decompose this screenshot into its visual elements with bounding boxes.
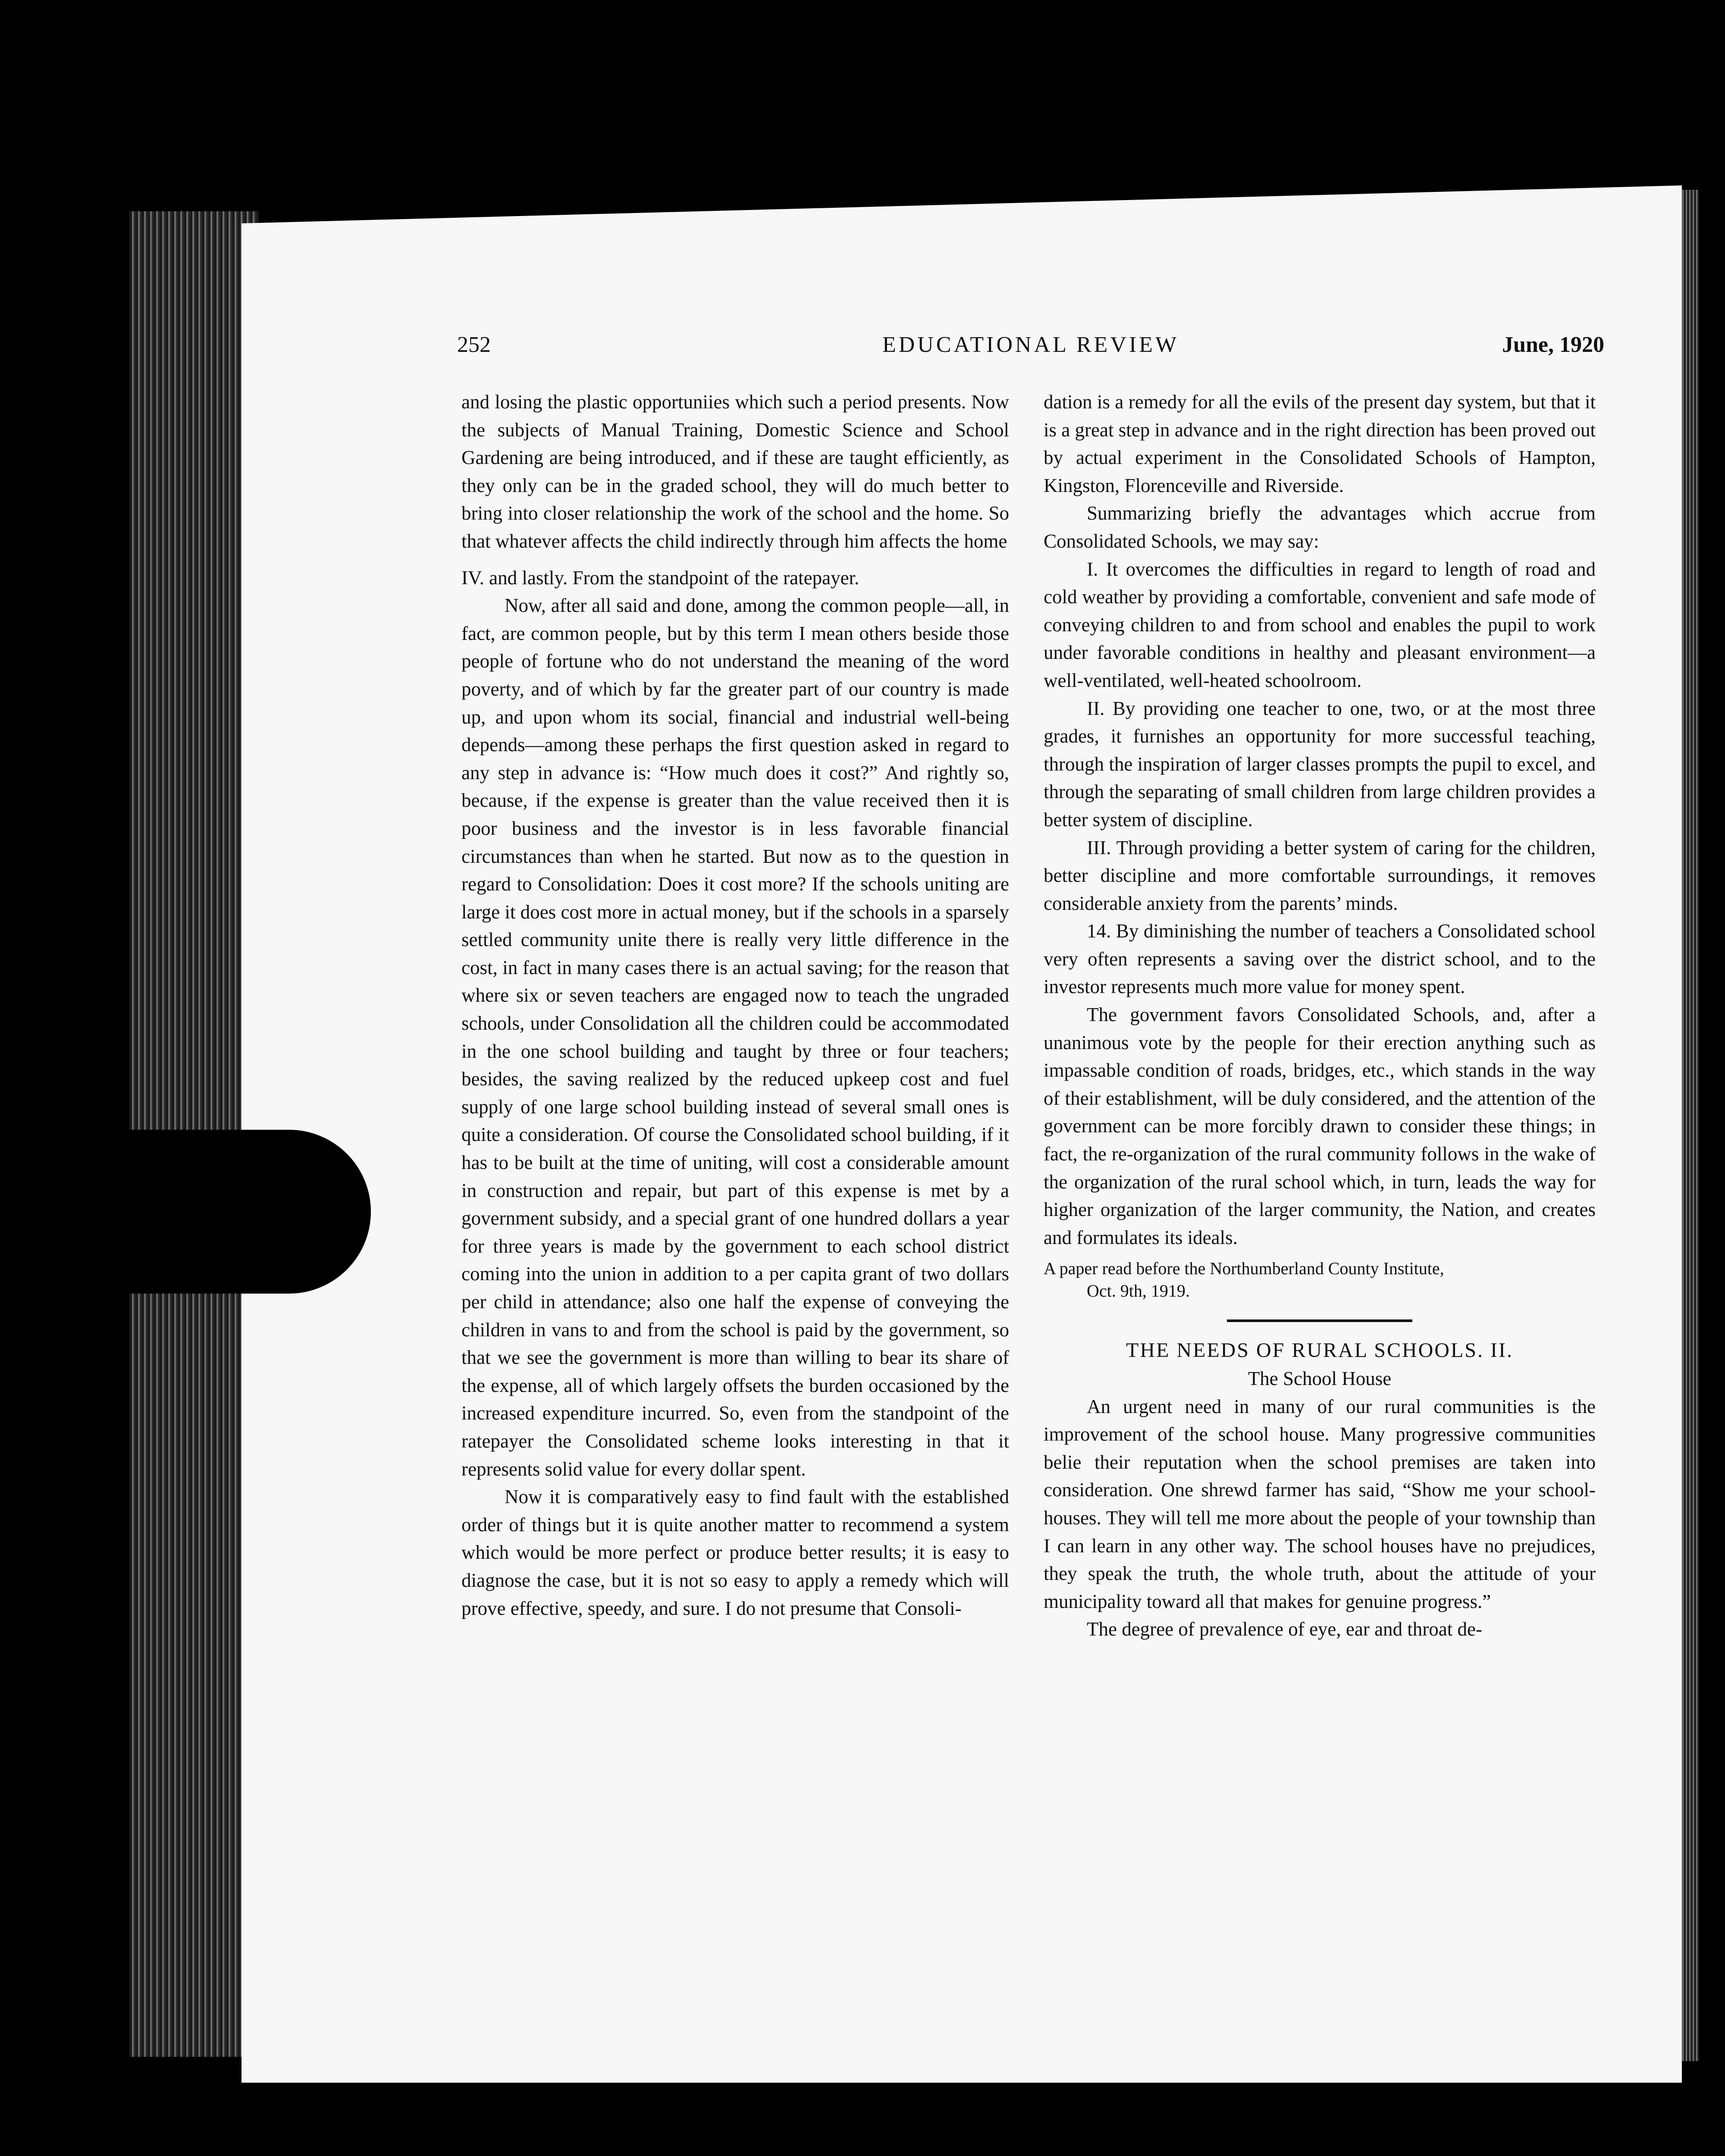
section-title: THE NEEDS OF RURAL SCHOOLS. II. — [1126, 1339, 1513, 1362]
paragraph: Now, after all said and done, among the common people—all, in fact, are common people, but by this term I mean others beside those people of fortune who do not understand the meaning of the word poverty, and of which by far the greater part of our country is made up, and upon whom its social, financial and industrial well-being depends—among these perhaps the first question asked in regard to any step in advance is: “How much does it cost?” And rightly so, because, if the expense is greater than the value received then it is poor business and the investor is in less favorable financial circumstances than when he started. But now as to the question in regard to Consolidation: Does it cost more? If the schools uniting are large it does cost more in actual money, but if the schools in a sparsely settled community unite there is really very little difference in the cost, in fact in many cases there is an actual saving; for the reason that where six or seven teachers are engaged now to teach the ungraded schools, under Consolidation all the children could be accommodated in the one school building and taught by three or four teachers; besides, the saving realized by the reduced upkeep cost and fuel supply of one large school building instead of several small ones is quite a consideration. Of course the Consolidated school building, if it has to be built at the time of uniting, will cost a considerable amount in construction and repair, but part of this expense is met by a government subsidy, and a special grant of one hundred dollars a year for three years is made by the government to each school district coming into the union in addition to a per capita grant of two dollars per child in attendance; also one half the expense of conveying the children in vans to and from the school is paid by the government, so that we see the government is more than willing to bear its share of the expense, all of which largely offsets the burden occasioned by the increased expenditure incurred. So, even from the standpoint of the ratepayer the Consolidated scheme looks interesting in that it represents solid value for every dollar spent. — [461, 595, 1009, 1480]
paragraph: The degree of prevalence of eye, ear and throat de- — [1087, 1618, 1482, 1640]
left-column — [461, 388, 1009, 1622]
section-divider — [1227, 1319, 1412, 1322]
paragraph: 14. By diminishing the number of teachers a Consolidated school very often represents a saving over the district school, and to the investor represents much more value for money spent. — [1044, 920, 1596, 998]
paragraph: and losing the plastic opportuniies which such a period presents. Now the subjects of Manual Training, Domestic Science and School Gardening are being introduced, and if these are taught efficiently, as they only can be in the graded school, they will do much better to bring into closer relationship the work of the school and the home. So that whatever affects the child indirectly through him affects the home — [461, 391, 1009, 552]
running-title: EDUCATIONAL REVIEW — [882, 332, 1179, 357]
paragraph: III. Through providing a better system of caring for the children, better discipline and more comfortable surroundings, it removes considerable anxiety from the parents’ minds. — [1044, 837, 1596, 914]
page-number: 252 — [457, 332, 491, 357]
footnote-line: A paper read before the Northumberland County Institute, — [1044, 1259, 1444, 1279]
paragraph: An urgent need in many of our rural communities is the improvement of the school house. Many progressive communities belie their reputation when the school premises are taken into consideration. One shrewd farmer has said, “Show me your school-houses. They will tell me more about the people of your township than I can learn in any other way. The school houses have no prejudices, they speak the truth, the whole truth, about the attitude of your municipality toward all that makes for genuine progress.” — [1044, 1395, 1596, 1612]
footnote — [1044, 1257, 1596, 1302]
paragraph: dation is a remedy for all the evils of the present day system, but that it is a great step in advance and in the right direction has been proved out by actual experiment in the Consolidated Schools of Hampton, Kingston, Florenceville and Riverside. — [1044, 391, 1596, 496]
section-subtitle: The School House — [1248, 1368, 1392, 1389]
issue-date: June, 1920 — [1502, 332, 1604, 357]
paragraph: IV. and lastly. From the standpoint of the ratepayer. — [461, 567, 859, 589]
thumb-shadow — [0, 1130, 371, 1294]
page-header — [457, 332, 1604, 367]
paragraph: Now it is comparatively easy to find fault with the established order of things but it is quite another matter to recommend a system which would be more perfect or produce better results; it is easy to diagnose the case, but it is not so easy to apply a remedy which will prove effective, speedy, and sure. I do not presume that Consoli- — [461, 1486, 1009, 1619]
paragraph: The government favors Consolidated Schools, and, after a unanimous vote by the people for their erection anything such as impassable condition of roads, bridges, etc., which stands in the way of their establishment, will be duly considered, and the attention of the government can be more forcibly drawn to consider these things; in fact, the re-organization of the rural community follows in the wake of the organization of the rural school which, in turn, leads the way for higher organization of the larger community, the Nation, and creates and formulates its ideals. — [1044, 1004, 1596, 1248]
footnote-line: Oct. 9th, 1919. — [1087, 1281, 1190, 1301]
paragraph: Summarizing briefly the advantages which accrue from Consolidated Schools, we may say: — [1044, 502, 1596, 552]
paragraph: I. It overcomes the difficulties in regard to length of road and cold weather by providing a comfortable, convenient and safe mode of conveying children to and from school and enables the pupil to work under favorable conditions in healthy and pleasant environment—a well-ventilated, well-heated schoolroom. — [1044, 558, 1596, 691]
right-column — [1044, 388, 1596, 1643]
paragraph: II. By providing one teacher to one, two, or at the most three grades, it furnishes an opportunity for more successful teaching, through the inspiration of larger classes prompts the pupil to excel, and through the separating of small children from large children provides a better system of discipline. — [1044, 697, 1596, 830]
